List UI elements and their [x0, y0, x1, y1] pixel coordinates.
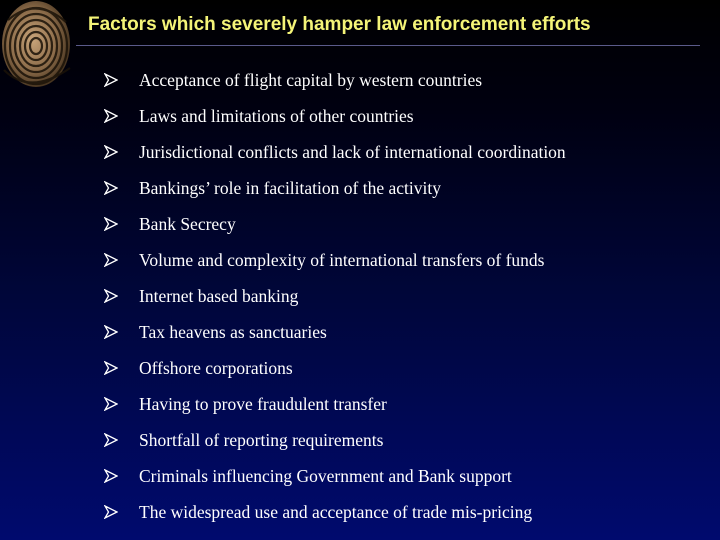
list-item — [104, 422, 566, 458]
arrow-bullet-icon — [104, 73, 139, 87]
bullet-text: Acceptance of flight capital by western countries — [139, 69, 483, 90]
bullet-text: Having to prove fraudulent transfer — [139, 393, 387, 414]
arrow-bullet-icon — [104, 325, 139, 339]
bullet-text: Tax heavens as sanctuaries — [139, 321, 327, 342]
arrow-bullet-icon — [104, 397, 139, 411]
list-item — [104, 62, 566, 98]
arrow-bullet-icon — [104, 361, 139, 375]
bullet-text: The widespread use and acceptance of trade mis-pricing — [139, 501, 533, 522]
bullet-text: Criminals influencing Government and Bank support — [139, 465, 512, 486]
arrow-bullet-icon — [104, 433, 139, 447]
list-item — [104, 98, 566, 134]
bullet-text: Volume and complexity of international transfers of funds — [139, 249, 545, 270]
bullet-text: Laws and limitations of other countries — [139, 105, 414, 126]
list-item — [104, 134, 566, 170]
list-item — [104, 242, 566, 278]
list-item — [104, 350, 566, 386]
bullet-list — [104, 62, 566, 530]
arrow-bullet-icon — [104, 505, 139, 519]
arrow-bullet-icon — [104, 109, 139, 123]
fingerprint-icon — [0, 0, 76, 92]
title-divider — [76, 45, 700, 46]
slide-title: Factors which severely hamper law enforcement efforts — [88, 14, 591, 35]
bullet-text: Bankings’ role in facilitation of the activity — [139, 177, 441, 198]
bullet-text: Internet based banking — [139, 285, 299, 306]
list-item — [104, 494, 566, 530]
list-item — [104, 170, 566, 206]
bullet-text: Shortfall of reporting requirements — [139, 429, 384, 450]
arrow-bullet-icon — [104, 253, 139, 267]
arrow-bullet-icon — [104, 145, 139, 159]
arrow-bullet-icon — [104, 469, 139, 483]
list-item — [104, 386, 566, 422]
list-item — [104, 458, 566, 494]
bullet-text: Offshore corporations — [139, 357, 293, 378]
arrow-bullet-icon — [104, 181, 139, 195]
list-item — [104, 314, 566, 350]
list-item — [104, 278, 566, 314]
list-item — [104, 206, 566, 242]
bullet-text: Jurisdictional conflicts and lack of international coordination — [139, 141, 566, 162]
arrow-bullet-icon — [104, 217, 139, 231]
bullet-text: Bank Secrecy — [139, 213, 236, 234]
arrow-bullet-icon — [104, 289, 139, 303]
